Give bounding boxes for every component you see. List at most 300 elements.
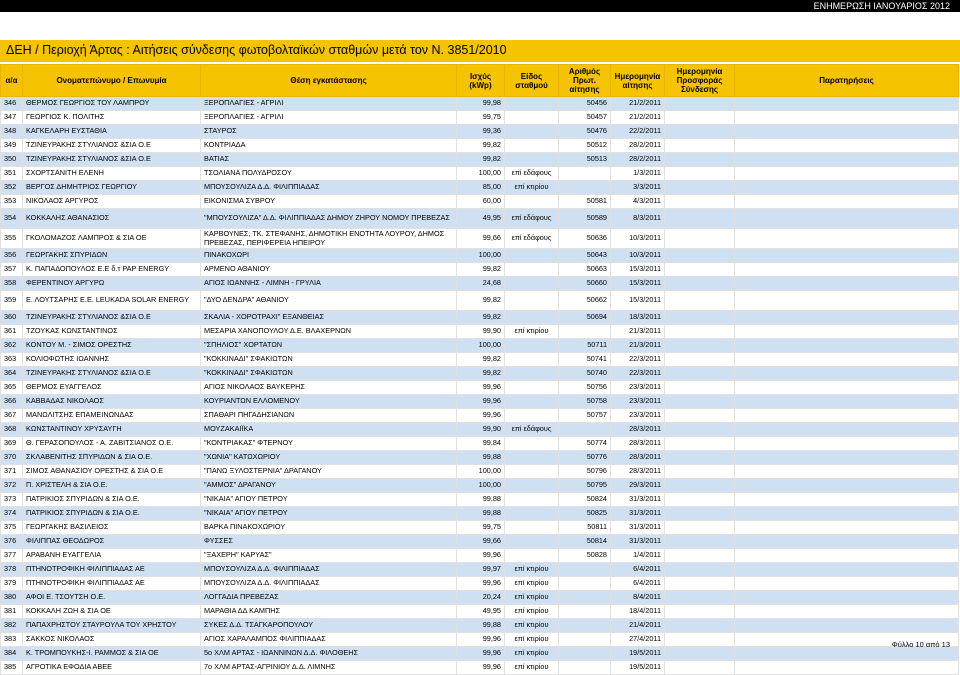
table-row [1,647,959,661]
cell-location: ΜΑΡΑΘΙΑ ΔΔ ΚΑΜΠΗΣ [201,605,457,619]
cell-name: Ε. ΛΟΥΤΣΑΡΗΣ Ε.Ε. LEUKADA SOLAR ENERGY [23,291,201,311]
cell-protocol: 50694 [559,311,611,325]
header-notes: Παρατηρήσεις [735,65,959,97]
cell-name: Κ. ΤΡΟΜΠΟΥΚΗΣ-Ι. ΡΑΜΜΟΣ & ΣΙΑ ΟΕ [23,647,201,661]
cell-power: 99,75 [457,521,505,535]
cell-name: ΓΕΩΡΓΙΟΣ Κ. ΠΟΛΙΤΗΣ [23,111,201,125]
cell-name: ΝΙΚΟΛΑΟΣ ΑΡΓΥΡΟΣ [23,195,201,209]
cell-protocol [559,661,611,675]
cell-type [505,249,559,263]
cell-offer-date [665,479,735,493]
cell-location: "ΝΙΚΑΙΑ" ΑΓΙΟΥ ΠΕΤΡΟΥ [201,493,457,507]
cell-offer-date [665,111,735,125]
cell-aa: 346 [1,97,23,111]
cell-type [505,395,559,409]
cell-location: "ΣΠΗΛΙΟΣ" ΧΟΡΤΑΤΩΝ [201,339,457,353]
cell-power: 85,00 [457,181,505,195]
cell-notes [735,291,959,311]
cell-notes [735,339,959,353]
cell-protocol: 50636 [559,229,611,249]
cell-aa: 360 [1,311,23,325]
cell-power: 99,82 [457,367,505,381]
cell-type [505,409,559,423]
cell-type [505,97,559,111]
cell-location: ΜΠΟΥΣΟΥΛΙΖΑ Δ.Δ. ΦΙΛΙΠΠΙΑΔΑΣ [201,181,457,195]
cell-offer-date [665,563,735,577]
cell-type: επί κτιρίου [505,605,559,619]
table-row [1,111,959,125]
cell-protocol: 50741 [559,353,611,367]
cell-notes [735,325,959,339]
cell-date: 18/4/2011 [611,605,665,619]
cell-location: ΜΟΥΖΑΚΑΙΪΚΑ [201,423,457,437]
cell-protocol: 50814 [559,535,611,549]
cell-date: 15/3/2011 [611,263,665,277]
cell-date: 28/3/2011 [611,465,665,479]
table-row [1,563,959,577]
cell-offer-date [665,549,735,563]
cell-power: 99,88 [457,493,505,507]
cell-notes [735,661,959,675]
cell-location: ΒΑΡΚΑ ΠΙΝΑΚΟΧΩΡΙΟΥ [201,521,457,535]
cell-notes [735,479,959,493]
cell-date: 22/3/2011 [611,353,665,367]
cell-type: επί κτιρίου [505,661,559,675]
cell-aa: 348 [1,125,23,139]
cell-power: 49,95 [457,209,505,229]
cell-date: 21/4/2011 [611,619,665,633]
cell-date: 23/3/2011 [611,381,665,395]
cell-offer-date [665,291,735,311]
cell-offer-date [665,325,735,339]
cell-power: 100,00 [457,167,505,181]
cell-name: ΦΙΛΙΠΠΑΣ ΘΕΟΔΩΡΟΣ [23,535,201,549]
cell-type [505,263,559,277]
cell-name: ΑΡΑΒΑΝΗ ΕΥΑΓΓΕΛΙΑ [23,549,201,563]
cell-offer-date [665,263,735,277]
cell-aa: 358 [1,277,23,291]
cell-date: 23/3/2011 [611,395,665,409]
cell-location: ΣΚΑΛΙΑ - ΧΟΡΟΤΡΑΧΙ" ΕΞΑΝΘΕΙΑΣ [201,311,457,325]
cell-offer-date [665,591,735,605]
cell-power: 99,96 [457,549,505,563]
cell-location: "ΝΙΚΑΙΑ" ΑΓΙΟΥ ΠΕΤΡΟΥ [201,507,457,521]
cell-offer-date [665,167,735,181]
cell-offer-date [665,195,735,209]
applications-table [0,64,959,675]
cell-location: "ΚΟΚΚΙΝΑΔΙ" ΣΦΑΚΙΩΤΩΝ [201,367,457,381]
cell-power: 99,88 [457,619,505,633]
cell-date: 22/3/2011 [611,367,665,381]
cell-location: ΤΣΟΛΙΑΝΑ ΠΟΛΥΔΡΟΣΟΥ [201,167,457,181]
cell-power: 99,96 [457,633,505,647]
cell-aa: 352 [1,181,23,195]
cell-aa: 356 [1,249,23,263]
cell-notes [735,381,959,395]
cell-offer-date [665,249,735,263]
cell-protocol [559,181,611,195]
cell-notes [735,437,959,451]
cell-offer-date [665,209,735,229]
cell-date: 28/3/2011 [611,423,665,437]
table-row [1,209,959,229]
cell-power: 99,82 [457,353,505,367]
cell-protocol: 50589 [559,209,611,229]
cell-offer-date [665,535,735,549]
cell-power: 99,66 [457,535,505,549]
cell-power: 99,88 [457,507,505,521]
cell-notes [735,111,959,125]
cell-date: 21/3/2011 [611,339,665,353]
cell-offer-date [665,353,735,367]
table-row [1,535,959,549]
cell-protocol: 50774 [559,437,611,451]
cell-type [505,339,559,353]
table-row [1,195,959,209]
cell-aa: 373 [1,493,23,507]
cell-notes [735,263,959,277]
cell-power: 20,24 [457,591,505,605]
header-offer-date: Ημερομηνία Προσφοράς Σύνδεσης [665,65,735,97]
cell-name: ΤΖΙΝΕΥΡΑΚΗΣ ΣΤΥΛΙΑΝΟΣ &ΣΙΑ Ο.Ε [23,139,201,153]
table-row [1,325,959,339]
cell-offer-date [665,97,735,111]
table-row [1,339,959,353]
page-title: ΔΕΗ / Περιοχή Άρτας : Αιτήσεις σύνδεσης φωτοβολταϊκών σταθμών μετά τον Ν. 3851/2010 [6,43,507,57]
cell-location: "ΚΟΝΤΡΙΑΚΑΣ" ΦΤΕΡΝΟΥ [201,437,457,451]
cell-date: 27/4/2011 [611,633,665,647]
cell-location: ΑΓΙΟΣ ΧΑΡΑΛΑΜΠΟΣ ΦΙΛΙΠΠΙΑΔΑΣ [201,633,457,647]
cell-aa: 371 [1,465,23,479]
table-row [1,507,959,521]
cell-aa: 374 [1,507,23,521]
cell-offer-date [665,633,735,647]
cell-name: ΒΕΡΓΟΣ ΔΗΜΗΤΡΙΟΣ ΓΕΩΡΓΙΟΥ [23,181,201,195]
cell-date: 4/3/2011 [611,195,665,209]
header-protocol: Αριθμός Πρωτ. αίτησης [559,65,611,97]
update-label: ΕΝΗΜΕΡΩΣΗ ΙΑΝΟΥΑΡΙΟΣ 2012 [813,1,950,11]
cell-name: ΠΤΗΝΟΤΡΟΦΙΚΗ ΦΙΛΙΠΠΙΑΔΑΣ ΑΕ [23,577,201,591]
cell-name: ΣΑΚΚΟΣ ΝΙΚΟΛΑΟΣ [23,633,201,647]
cell-date: 28/2/2011 [611,139,665,153]
cell-type [505,437,559,451]
cell-offer-date [665,181,735,195]
cell-name: ΚΩΝΣΤΑΝΤΙΝΟΥ ΧΡΥΣΑΥΓΗ [23,423,201,437]
cell-location: ΦΥΣΣΕΣ [201,535,457,549]
cell-aa: 379 [1,577,23,591]
table-row [1,479,959,493]
cell-aa: 377 [1,549,23,563]
cell-offer-date [665,381,735,395]
cell-aa: 349 [1,139,23,153]
cell-aa: 353 [1,195,23,209]
cell-power: 100,00 [457,339,505,353]
table-row [1,409,959,423]
cell-protocol: 50663 [559,263,611,277]
table-row [1,125,959,139]
cell-notes [735,563,959,577]
cell-power: 99,96 [457,395,505,409]
cell-date: 10/3/2011 [611,229,665,249]
cell-location: 7ο ΧΛΜ ΑΡΤΑΣ-ΑΓΡΙΝΙΟΥ Δ.Δ. ΛΙΜΝΗΣ [201,661,457,675]
cell-type [505,311,559,325]
cell-notes [735,395,959,409]
table-row [1,395,959,409]
cell-name: ΑΦΟΙ Ε. ΤΣΟΥΤΣΗ Ο.Ε. [23,591,201,605]
cell-name: ΚΟΝΤΟΥ Μ. - ΣΙΜΟΣ ΟΡΕΣΤΗΣ [23,339,201,353]
cell-type [505,291,559,311]
cell-offer-date [665,451,735,465]
cell-protocol: 50796 [559,465,611,479]
table-row [1,97,959,111]
cell-protocol: 50757 [559,409,611,423]
cell-notes [735,167,959,181]
cell-location: "ΧΩΝΙΑ" ΚΑΤΩΧΩΡΙΟΥ [201,451,457,465]
cell-date: 18/3/2011 [611,311,665,325]
cell-offer-date [665,125,735,139]
cell-aa: 367 [1,409,23,423]
cell-date: 28/3/2011 [611,437,665,451]
table-row [1,577,959,591]
cell-date: 31/3/2011 [611,521,665,535]
cell-location: "ΚΟΚΚΙΝΑΔΙ" ΣΦΑΚΙΩΤΩΝ [201,353,457,367]
cell-offer-date [665,339,735,353]
cell-protocol [559,605,611,619]
cell-protocol [559,647,611,661]
cell-power: 99,82 [457,291,505,311]
cell-location: ΜΕΣΑΡΙΑ ΧΑΝΟΠΟΥΛΟΥ Δ.Ε. ΒΛΑΧΕΡΝΩΝ [201,325,457,339]
cell-aa: 385 [1,661,23,675]
cell-offer-date [665,465,735,479]
cell-notes [735,619,959,633]
cell-location: ΒΑΤΙΑΣ [201,153,457,167]
cell-location: ΛΟΓΓΑΔΙΑ ΠΡΕΒΕΖΑΣ [201,591,457,605]
cell-name: ΠΤΗΝΟΤΡΟΦΙΚΗ ΦΙΛΙΠΠΙΑΔΑΣ ΑΕ [23,563,201,577]
cell-notes [735,209,959,229]
cell-power: 99,96 [457,409,505,423]
cell-name: ΓΕΩΡΓΑΚΗΣ ΒΑΣΙΛΕΙΟΣ [23,521,201,535]
cell-type [505,465,559,479]
cell-offer-date [665,311,735,325]
table-row [1,277,959,291]
cell-type [505,367,559,381]
cell-notes [735,465,959,479]
table-row [1,229,959,249]
cell-type: επί εδάφους [505,167,559,181]
cell-type: επί κτιρίου [505,591,559,605]
cell-aa: 370 [1,451,23,465]
cell-notes [735,605,959,619]
cell-location: ΣΤΑΥΡΟΣ [201,125,457,139]
cell-offer-date [665,437,735,451]
cell-protocol: 50825 [559,507,611,521]
cell-protocol [559,423,611,437]
cell-protocol [559,633,611,647]
cell-offer-date [665,409,735,423]
cell-protocol: 50828 [559,549,611,563]
cell-aa: 365 [1,381,23,395]
cell-notes [735,311,959,325]
cell-protocol [559,563,611,577]
cell-aa: 361 [1,325,23,339]
cell-name: ΑΓΡΟΤΙΚΑ ΕΦΟΔΙΑ ΑΒΕΕ [23,661,201,675]
cell-location: ΚΟΥΡΙΑΝΤΩΝ ΕΛΛΟΜΕΝΟΥ [201,395,457,409]
cell-notes [735,493,959,507]
cell-type [505,195,559,209]
cell-notes [735,353,959,367]
cell-notes [735,97,959,111]
cell-aa: 380 [1,591,23,605]
cell-protocol: 50756 [559,381,611,395]
cell-power: 99,90 [457,423,505,437]
cell-type: επί εδάφους [505,209,559,229]
cell-name: ΚΑΓΚΕΛΑΡΗ ΕΥΣΤΑΘΙΑ [23,125,201,139]
cell-type [505,381,559,395]
cell-notes [735,277,959,291]
cell-location: "ΑΜΜΟΣ" ΔΡΑΓΑΝΟΥ [201,479,457,493]
cell-name: ΠΑΤΡΙΚΙΟΣ ΣΠΥΡΙΔΩΝ & ΣΙΑ Ο.Ε. [23,507,201,521]
cell-notes [735,409,959,423]
cell-power: 49,95 [457,605,505,619]
cell-name: ΣΧΟΡΤΣΑΝΙΤΗ ΕΛΕΝΗ [23,167,201,181]
cell-offer-date [665,423,735,437]
header-name: Ονοματεπώνυμο / Επωνυμία [23,65,201,97]
cell-date: 31/3/2011 [611,493,665,507]
cell-type [505,153,559,167]
cell-power: 99,82 [457,263,505,277]
cell-location: ΜΠΟΥΣΟΥΛΙΖΑ Δ.Δ. ΦΙΛΙΠΠΙΑΔΑΣ [201,563,457,577]
cell-location: ΠΙΝΑΚΟΧΩΡΙ [201,249,457,263]
cell-name: ΤΖΟΥΚΑΣ ΚΩΝΣΤΑΝΤΙΝΟΣ [23,325,201,339]
cell-location: ΚΟΝΤΡΙΑΔΑ [201,139,457,153]
cell-notes [735,249,959,263]
cell-name: Π. ΧΡΙΣΤΕΛΗ & ΣΙΑ Ο.Ε. [23,479,201,493]
cell-offer-date [665,367,735,381]
table-row [1,619,959,633]
cell-name: ΓΚΟΛΟΜΑΖΟΣ ΛΑΜΠΡΟΣ & ΣΙΑ ΟΕ [23,229,201,249]
cell-name: ΠΑΠΑΧΡΗΣΤΟΥ ΣΤΑΥΡΟΥΛΑ ΤΟΥ ΧΡΗΣΤΟΥ [23,619,201,633]
cell-location: "ΔΥΟ ΔΕΝΔΡΑ" ΑΘΑΝΙΟΥ [201,291,457,311]
cell-name: Θ. ΓΕΡΑΣΟΠΟΥΛΟΣ - Α. ΖΑΒΙΤΣΙΑΝΟΣ Ο.Ε. [23,437,201,451]
cell-name: ΠΑΤΡΙΚΙΟΣ ΣΠΥΡΙΔΩΝ & ΣΙΑ Ο.Ε. [23,493,201,507]
cell-power: 24,68 [457,277,505,291]
table-row [1,311,959,325]
cell-location: "ΞΑΧΕΡΗ" ΚΑΡΥΑΣ" [201,549,457,563]
top-banner [0,0,960,12]
cell-type: επί κτιρίου [505,325,559,339]
cell-aa: 357 [1,263,23,277]
cell-date: 15/3/2011 [611,291,665,311]
cell-notes [735,367,959,381]
cell-date: 1/3/2011 [611,167,665,181]
cell-location: ΑΡΜΕΝΟ ΑΘΑΝΙΟΥ [201,263,457,277]
cell-offer-date [665,605,735,619]
cell-type: επί εδάφους [505,229,559,249]
cell-aa: 359 [1,291,23,311]
cell-notes [735,521,959,535]
cell-location: ΑΓΙΟΣ ΙΩΑΝΝΗΣ - ΛΙΜΝΗ - ΓΡΥΛΙΑ [201,277,457,291]
title-bar [0,40,960,62]
cell-protocol [559,325,611,339]
cell-aa: 383 [1,633,23,647]
cell-power: 60,00 [457,195,505,209]
cell-offer-date [665,229,735,249]
cell-notes [735,535,959,549]
cell-power: 99,96 [457,577,505,591]
cell-name: ΦΕΡΕΝΤΙΝΟΥ ΑΡΓΥΡΩ [23,277,201,291]
cell-aa: 382 [1,619,23,633]
table-row [1,451,959,465]
table-row [1,263,959,277]
table-row [1,493,959,507]
cell-protocol: 50581 [559,195,611,209]
cell-date: 28/3/2011 [611,451,665,465]
cell-location: ΑΓΙΟΣ ΝΙΚΟΛΑΟΣ ΒΑΥΚΕΡΗΣ [201,381,457,395]
cell-notes [735,139,959,153]
table-row [1,549,959,563]
cell-power: 100,00 [457,479,505,493]
cell-offer-date [665,577,735,591]
cell-type [505,479,559,493]
cell-aa: 378 [1,563,23,577]
cell-power: 99,98 [457,97,505,111]
cell-protocol: 50824 [559,493,611,507]
cell-aa: 376 [1,535,23,549]
cell-name: ΤΖΙΝΕΥΡΑΚΗΣ ΣΤΥΛΙΑΝΟΣ &ΣΙΑ Ο.Ε [23,367,201,381]
cell-offer-date [665,521,735,535]
cell-type: επί εδάφους [505,423,559,437]
cell-aa: 347 [1,111,23,125]
table-row [1,367,959,381]
cell-location: ΣΠΑΘΑΡΙ ΠΗΓΑΔΗΣΙΑΝΩΝ [201,409,457,423]
cell-aa: 351 [1,167,23,181]
cell-power: 99,97 [457,563,505,577]
table-row [1,521,959,535]
cell-aa: 363 [1,353,23,367]
cell-offer-date [665,507,735,521]
table-row [1,465,959,479]
table-row [1,381,959,395]
cell-location: ΜΠΟΥΣΟΥΛΙΖΑ Δ.Δ. ΦΙΛΙΠΠΙΑΔΑΣ [201,577,457,591]
cell-name: Κ. ΠΑΠΑΔΟΠΟΥΛΟΣ Ε.Ε δ.τ PAP ENERGY [23,263,201,277]
cell-power: 99,36 [457,125,505,139]
cell-date: 8/3/2011 [611,209,665,229]
table-row [1,591,959,605]
cell-power: 99,96 [457,647,505,661]
cell-type [505,125,559,139]
cell-protocol: 50513 [559,153,611,167]
cell-aa: 375 [1,521,23,535]
cell-type [505,353,559,367]
table-row [1,661,959,675]
cell-aa: 364 [1,367,23,381]
header-aa: α/α [1,65,23,97]
cell-type [505,277,559,291]
cell-offer-date [665,493,735,507]
cell-date: 6/4/2011 [611,577,665,591]
table-row [1,153,959,167]
cell-location: "ΠΑΝΩ ΞΥΛΟΣΤΕΡΝΙΑ" ΔΡΑΓΑΝΟΥ [201,465,457,479]
cell-date: 3/3/2011 [611,181,665,195]
cell-name: ΣΚΛΑΒΕΝΙΤΗΣ ΣΠΥΡΙΔΩΝ & ΣΙΑ Ο.Ε. [23,451,201,465]
cell-date: 22/2/2011 [611,125,665,139]
cell-aa: 350 [1,153,23,167]
cell-notes [735,577,959,591]
cell-type [505,111,559,125]
cell-notes [735,507,959,521]
cell-date: 23/3/2011 [611,409,665,423]
cell-name: ΚΟΛΙΟΦΩΤΗΣ ΙΩΑΝΝΗΣ [23,353,201,367]
